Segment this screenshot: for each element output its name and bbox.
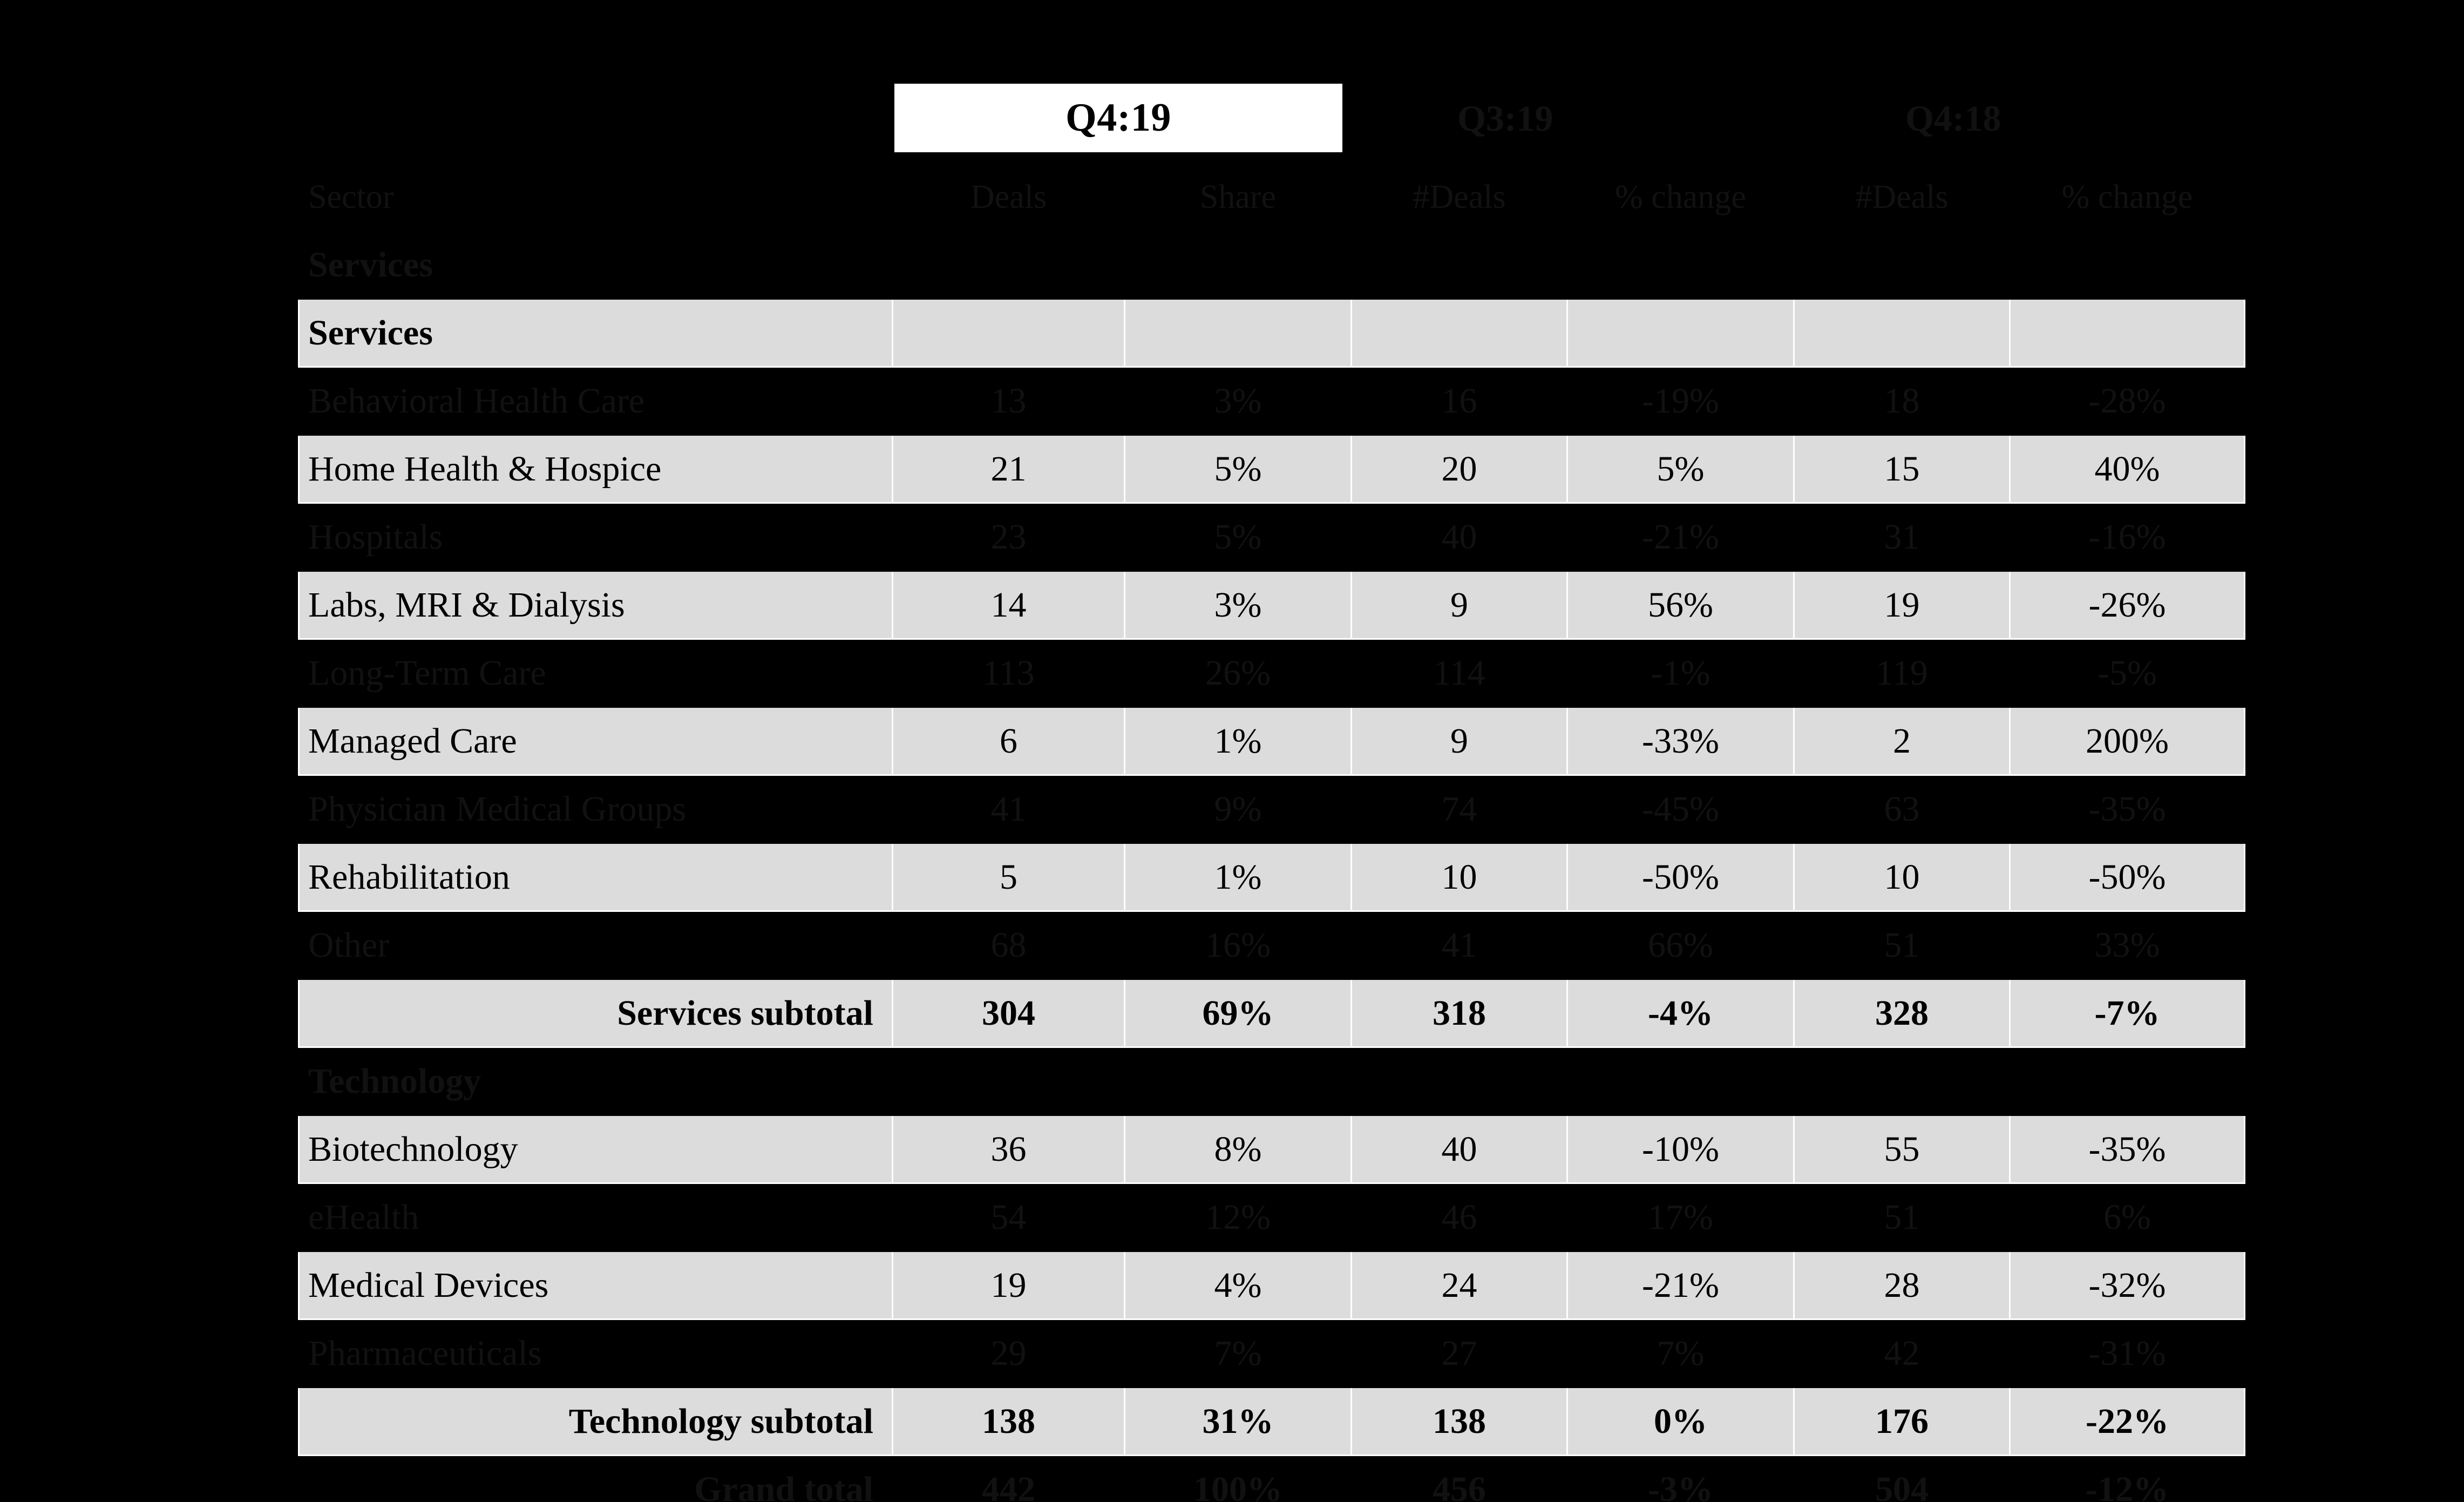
- cell-share: 4%: [1125, 1251, 1352, 1320]
- cell-q4chg: -22%: [2010, 1388, 2245, 1456]
- cell-q3: 9: [1352, 707, 1567, 775]
- cell-q4chg: -28%: [2010, 367, 2245, 435]
- cell-share: 3%: [1125, 571, 1352, 639]
- table-row: [299, 1047, 2245, 1115]
- cell-q4: [1794, 1047, 2010, 1115]
- cell-q3: 24: [1352, 1251, 1567, 1320]
- table-row: [299, 775, 2245, 843]
- cell-q4chg: [2010, 299, 2245, 367]
- cell-q3: 9: [1352, 571, 1567, 639]
- table-row: [299, 707, 2245, 775]
- cell-share: 16%: [1125, 911, 1352, 979]
- row-label: Grand total: [299, 1456, 893, 1502]
- table-header-row: [299, 163, 2245, 231]
- cell-q3: 114: [1352, 639, 1567, 707]
- cell-deals: 14: [893, 571, 1125, 639]
- table-row: [299, 1115, 2245, 1183]
- cell-q3chg: [1567, 299, 1794, 367]
- cell-q4chg: -7%: [2010, 979, 2245, 1047]
- cell-q3chg: 0%: [1567, 1388, 1794, 1456]
- period-heading-q3: Q3:19: [1457, 98, 1553, 139]
- cell-deals: 21: [893, 435, 1125, 503]
- cell-share: 7%: [1125, 1320, 1352, 1388]
- cell-q4: 51: [1794, 1183, 2010, 1251]
- row-label: Managed Care: [299, 707, 893, 775]
- table-row: [299, 571, 2245, 639]
- cell-share: 100%: [1125, 1456, 1352, 1502]
- cell-q4chg: -35%: [2010, 1115, 2245, 1183]
- table-row: [299, 1183, 2245, 1251]
- cell-q3: 46: [1352, 1183, 1567, 1251]
- cell-share: 9%: [1125, 775, 1352, 843]
- cell-q3: 10: [1352, 843, 1567, 911]
- cell-share: [1125, 231, 1352, 299]
- column-header-q4chg: % change: [2010, 163, 2245, 231]
- cell-share: 5%: [1125, 435, 1352, 503]
- table-row: [299, 1251, 2245, 1320]
- cell-q4chg: -32%: [2010, 1251, 2245, 1320]
- cell-q4chg: [2010, 231, 2245, 299]
- cell-deals: 113: [893, 639, 1125, 707]
- cell-deals: 36: [893, 1115, 1125, 1183]
- column-header-q3: #Deals: [1352, 163, 1567, 231]
- cell-q3chg: -33%: [1567, 707, 1794, 775]
- cell-q4chg: 6%: [2010, 1183, 2245, 1251]
- cell-q4: 10: [1794, 843, 2010, 911]
- cell-q3chg: 17%: [1567, 1183, 1794, 1251]
- cell-q3chg: 66%: [1567, 911, 1794, 979]
- deal-table: [298, 162, 2245, 1502]
- column-header-label: Sector: [299, 163, 893, 231]
- cell-share: 12%: [1125, 1183, 1352, 1251]
- cell-q3: 74: [1352, 775, 1567, 843]
- row-label: Behavioral Health Care: [299, 367, 893, 435]
- cell-q3chg: -50%: [1567, 843, 1794, 911]
- row-label: Other: [299, 911, 893, 979]
- cell-q4: [1794, 231, 2010, 299]
- cell-q3: 27: [1352, 1320, 1567, 1388]
- cell-q3chg: -1%: [1567, 639, 1794, 707]
- row-label: Labs, MRI & Dialysis: [299, 571, 893, 639]
- table-row: [299, 299, 2245, 367]
- cell-q4chg: 40%: [2010, 435, 2245, 503]
- row-label: Medical Devices: [299, 1251, 893, 1320]
- deal-table-body: [299, 163, 2245, 1502]
- cell-q3: 318: [1352, 979, 1567, 1047]
- cell-q3chg: -4%: [1567, 979, 1794, 1047]
- table-row: [299, 979, 2245, 1047]
- cell-q3chg: -21%: [1567, 503, 1794, 571]
- column-header-q3chg: % change: [1567, 163, 1794, 231]
- table-row: [299, 1388, 2245, 1456]
- quarter-title-label: Q4:19: [1065, 96, 1171, 140]
- cell-q4: 18: [1794, 367, 2010, 435]
- cell-q3chg: -3%: [1567, 1456, 1794, 1502]
- cell-q4: 2: [1794, 707, 2010, 775]
- cell-q4: [1794, 299, 2010, 367]
- cell-q4chg: -35%: [2010, 775, 2245, 843]
- table-row: [299, 367, 2245, 435]
- table-row: [299, 843, 2245, 911]
- cell-q3: [1352, 1047, 1567, 1115]
- row-label: Rehabilitation: [299, 843, 893, 911]
- cell-q3chg: -19%: [1567, 367, 1794, 435]
- cell-q3: 16: [1352, 367, 1567, 435]
- cell-share: 5%: [1125, 503, 1352, 571]
- cell-q4chg: -50%: [2010, 843, 2245, 911]
- cell-q4chg: -12%: [2010, 1456, 2245, 1502]
- cell-q3chg: -10%: [1567, 1115, 1794, 1183]
- table-row: [299, 435, 2245, 503]
- row-label: Biotechnology: [299, 1115, 893, 1183]
- cell-deals: 5: [893, 843, 1125, 911]
- cell-deals: 13: [893, 367, 1125, 435]
- cell-q3chg: 5%: [1567, 435, 1794, 503]
- cell-q3chg: 7%: [1567, 1320, 1794, 1388]
- row-label: Hospitals: [299, 503, 893, 571]
- cell-deals: 19: [893, 1251, 1125, 1320]
- table-row: [299, 911, 2245, 979]
- cell-deals: [893, 231, 1125, 299]
- cell-q3: [1352, 231, 1567, 299]
- table-row: [299, 231, 2245, 299]
- column-header-q4: #Deals: [1794, 163, 2010, 231]
- row-label: Services subtotal: [299, 979, 893, 1047]
- cell-q3: 456: [1352, 1456, 1567, 1502]
- row-label: Services: [299, 231, 893, 299]
- row-label: eHealth: [299, 1183, 893, 1251]
- cell-q3chg: 56%: [1567, 571, 1794, 639]
- cell-q4chg: -5%: [2010, 639, 2245, 707]
- cell-deals: 29: [893, 1320, 1125, 1388]
- cell-deals: [893, 299, 1125, 367]
- cell-q4chg: 33%: [2010, 911, 2245, 979]
- cell-q3chg: -45%: [1567, 775, 1794, 843]
- cell-q4: 51: [1794, 911, 2010, 979]
- cell-share: [1125, 1047, 1352, 1115]
- cell-q4chg: -16%: [2010, 503, 2245, 571]
- row-label: Services: [299, 299, 893, 367]
- table-row: [299, 503, 2245, 571]
- row-label: Technology: [299, 1047, 893, 1115]
- cell-q4: 55: [1794, 1115, 2010, 1183]
- column-header-share: Share: [1125, 163, 1352, 231]
- column-header-deals: Deals: [893, 163, 1125, 231]
- cell-deals: 54: [893, 1183, 1125, 1251]
- cell-q4: 176: [1794, 1388, 2010, 1456]
- cell-deals: 6: [893, 707, 1125, 775]
- table-row: [299, 1456, 2245, 1502]
- cell-q3: [1352, 299, 1567, 367]
- cell-q3chg: [1567, 231, 1794, 299]
- cell-q3: 20: [1352, 435, 1567, 503]
- cell-q4chg: -31%: [2010, 1320, 2245, 1388]
- cell-q4: 328: [1794, 979, 2010, 1047]
- row-label: Technology subtotal: [299, 1388, 893, 1456]
- cell-deals: 138: [893, 1388, 1125, 1456]
- row-label: Long-Term Care: [299, 639, 893, 707]
- cell-q4: 28: [1794, 1251, 2010, 1320]
- cell-deals: 41: [893, 775, 1125, 843]
- table-row: [299, 639, 2245, 707]
- row-label: Physician Medical Groups: [299, 775, 893, 843]
- cell-share: 69%: [1125, 979, 1352, 1047]
- cell-share: 8%: [1125, 1115, 1352, 1183]
- cell-q3: 138: [1352, 1388, 1567, 1456]
- cell-share: 1%: [1125, 843, 1352, 911]
- cell-q3chg: -21%: [1567, 1251, 1794, 1320]
- cell-share: 26%: [1125, 639, 1352, 707]
- quarter-title-chip: [894, 84, 1342, 152]
- cell-q4chg: [2010, 1047, 2245, 1115]
- cell-share: 3%: [1125, 367, 1352, 435]
- cell-deals: 68: [893, 911, 1125, 979]
- row-label: Home Health & Hospice: [299, 435, 893, 503]
- cell-q4: 63: [1794, 775, 2010, 843]
- cell-deals: 442: [893, 1456, 1125, 1502]
- cell-share: 31%: [1125, 1388, 1352, 1456]
- cell-q4: 15: [1794, 435, 2010, 503]
- cell-deals: 304: [893, 979, 1125, 1047]
- cell-q3: 40: [1352, 1115, 1567, 1183]
- cell-share: [1125, 299, 1352, 367]
- row-label: Pharmaceuticals: [299, 1320, 893, 1388]
- cell-q3: 41: [1352, 911, 1567, 979]
- cell-q4chg: 200%: [2010, 707, 2245, 775]
- cell-deals: [893, 1047, 1125, 1115]
- cell-q4: 42: [1794, 1320, 2010, 1388]
- cell-q4: 31: [1794, 503, 2010, 571]
- cell-deals: 23: [893, 503, 1125, 571]
- cell-share: 1%: [1125, 707, 1352, 775]
- cell-q4: 119: [1794, 639, 2010, 707]
- cell-q3: 40: [1352, 503, 1567, 571]
- cell-q4chg: -26%: [2010, 571, 2245, 639]
- cell-q4: 19: [1794, 571, 2010, 639]
- period-heading-q4: Q4:18: [1905, 98, 2001, 139]
- cell-q4: 504: [1794, 1456, 2010, 1502]
- cell-q3chg: [1567, 1047, 1794, 1115]
- table-row: [299, 1320, 2245, 1388]
- deal-table-container: [298, 162, 2193, 1502]
